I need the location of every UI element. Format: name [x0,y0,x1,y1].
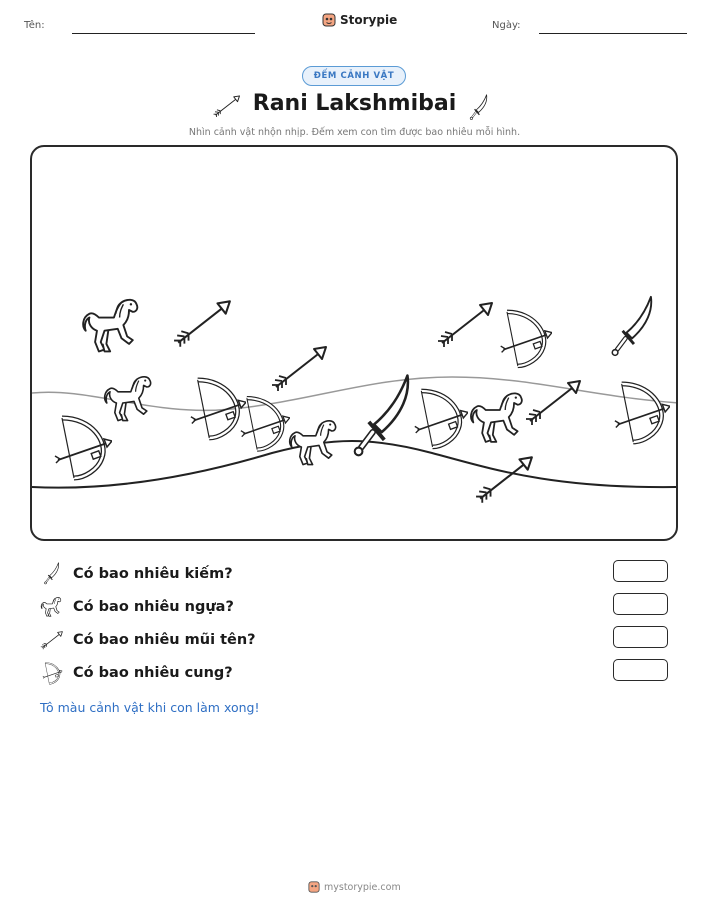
instructions: Nhìn cảnh vật nhộn nhịp. Đếm xem con tìm được bao nhiêu mỗi hình. [188,127,521,138]
name-label: Tên: [24,20,45,31]
brand-name: Storypie [340,13,398,27]
answer-box-arrows[interactable] [613,626,668,648]
arrow-icon [174,301,230,346]
date-label: Ngày: [492,20,521,31]
footer-site [308,880,401,894]
sword-icon [40,562,64,586]
arrow-icon [438,303,492,347]
horse-icon [471,393,522,442]
counting-scene [30,145,678,541]
bow-icon [615,384,670,442]
question-arrows [40,627,256,653]
question-horses [40,594,234,620]
horse-icon [105,377,151,421]
scene-illustration [32,147,678,541]
question-bows [40,660,233,686]
arrow-icon [476,457,532,502]
bow-icon [415,391,468,447]
bow-icon [501,312,552,366]
question-text: Có bao nhiêu mũi tên? [73,632,256,648]
sword-icon [612,297,651,355]
front-hill-line [32,441,678,488]
storypie-logo [322,12,397,28]
date-line[interactable] [539,33,687,34]
arrow-icon [272,347,326,391]
sword-icon [468,94,490,122]
storypie-mascot-icon [308,880,320,894]
name-line[interactable] [72,33,255,34]
coloring-note: Tô màu cảnh vật khi con làm xong! [40,700,260,715]
arrow-icon [40,628,64,652]
bow-icon [191,380,246,438]
question-swords [40,561,233,587]
question-text: Có bao nhiêu ngựa? [73,599,234,615]
bow-icon [241,398,290,449]
page-title: Rani Lakshmibai [252,91,457,116]
answer-box-horses[interactable] [613,593,668,615]
bow-icon [40,661,64,685]
horse-icon [83,300,137,352]
answer-box-swords[interactable] [613,560,668,582]
question-text: Có bao nhiêu cung? [73,665,233,681]
arrow-icon [526,381,580,425]
storypie-mascot-icon [322,12,336,28]
activity-tag: ĐẾM CẢNH VẬT [302,66,406,86]
horse-icon [40,595,64,619]
bow-icon [55,418,112,478]
question-text: Có bao nhiêu kiếm? [73,566,233,582]
site-url[interactable]: mystorypie.com [324,881,401,893]
answer-box-bows[interactable] [613,659,668,681]
